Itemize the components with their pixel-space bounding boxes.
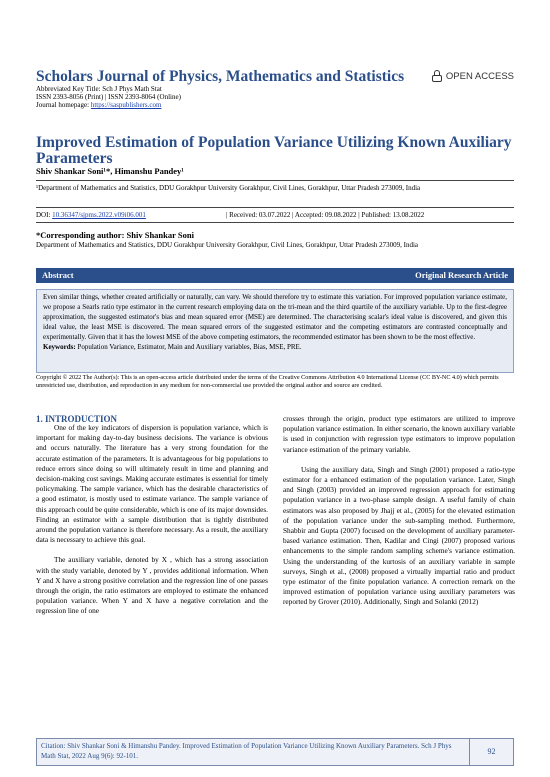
homepage-label: Journal homepage: xyxy=(36,101,91,109)
keywords-label: Keywords: xyxy=(43,342,78,351)
divider xyxy=(36,222,514,223)
article-dates: | Received: 03.07.2022 | Accepted: 09.08.2022 | Published: 13.08.2022 xyxy=(226,211,425,219)
keywords-text: Population Variance, Estimator, Main and Auxiliary variables, Bias, MSE, PRE. xyxy=(77,342,302,351)
abstract-heading: Abstract xyxy=(42,269,74,280)
article-title: Improved Estimation of Population Variance Utilizing Known Auxiliary Parameters xyxy=(36,134,512,167)
abstract-text: Even similar things, whether created artificially or naturally, can vary. We should therefore try to estimate this variation. For improved population variance estimate, we propose a Searls ratio type estimator in the current research employing data on the tri-mean and the third quartile of the auxiliary variable. Up to the first-degree approximation, the suggested estimator's bias and mean squared error (MSE) are determined. The characterising scalar's ideal value is discovered, and given this ideal value, the least MSE is discovered. The mean squared errors of the suggested estimator and the competing estimators are contrasted conceptually and experimentally. Given that it has the lowest MSE of the above competing estimators, the recommended estimator has been shown to be the most effective. xyxy=(43,293,507,341)
citation-text: Citation: Shiv Shankar Soni & Himanshu Pandey. Improved Estimation of Population Variance Utilizing Known Auxiliary Parameters. Sch J Phys Math Stat, 2022 Aug 9(6): 92-101. xyxy=(41,742,452,760)
divider xyxy=(36,207,514,208)
copyright-notice: Copyright © 2022 The Author(s): This is an open-access article distributed under the terms of the Creative Commons Attribution 4.0 International License (CC BY-NC 4.0) which permits unrestricted use, distribution, and reproduction in any medium for non-commercial use provided the original author and source are credited. xyxy=(36,374,499,389)
open-access-label: OPEN ACCESS xyxy=(445,70,514,82)
citation-footer xyxy=(36,738,514,766)
page-number: 92 xyxy=(469,739,513,765)
homepage-line xyxy=(36,101,161,109)
doi-link[interactable]: 10.36347/sjpms.2022.v09i06.001 xyxy=(52,211,146,219)
abstract-header-bar xyxy=(36,268,514,283)
author-list: Shiv Shankar Soni¹*, Himanshu Pandey¹ xyxy=(36,166,184,176)
divider xyxy=(36,180,514,181)
corresponding-author xyxy=(36,230,194,240)
corresponding-label: *Corresponding author: xyxy=(36,230,127,240)
article-type-label: Original Research Article xyxy=(415,269,508,280)
doi-label: DOI: xyxy=(36,211,53,219)
issn-line: ISSN 2393-8056 (Print) | ISSN 2393-8064 (Online) xyxy=(36,93,181,101)
keywords-line xyxy=(43,343,507,353)
corresponding-affiliation: Department of Mathematics and Statistics, DDU Gorakhpur University Gorakhpur, Civil Lines, Gorakhpur, Uttar Pradesh 273009, India xyxy=(36,241,419,249)
homepage-link[interactable]: https://saspublishers.com xyxy=(90,101,162,109)
body-paragraph: The auxiliary variable, denoted by X , which has a strong association with the study variable, denoted by Y , provides additional information. When Y and X have a strong positive correlation and the regression line of one passes through the origin, the ratio estimators are employed to estimate the enhanced population variance. When Y and X have a negative correlation and the regression line of one xyxy=(36,555,268,616)
abstract-box xyxy=(36,289,514,373)
open-lock-icon xyxy=(432,70,442,82)
section-heading: 1. INTRODUCTION xyxy=(36,414,118,424)
body-paragraph: Using the auxiliary data, Singh and Singh (2001) proposed a ratio-type estimator for a enhanced estimation of the population variance. Later, Singh and Singh (2003) provided an improved regression approach for estimating population variance in a two-phase sample design. A useful family of chain estimators was also proposed by Jhajj et al., (2005) for the elevated estimation of the population variance under the sub-sampling method. Furthermore, Shabbir and Gupta (2007) focused on the development of auxiliary parameter-based variance estimation. Then, Kadilar and Cingi (2007) proposed various enhancements to the simple random sampling scheme's variance estimation. Using the understanding of the kurtosis of an auxiliary variable in sample surveys, Singh et al., (2008) proposed a virtually impartial ratio and product type estimator of the finite population variance. A correction remark on the improved estimation of population variance using auxiliary parameters was reported by Grover (2010). Additionally, Singh and Solanki (2012) xyxy=(283,464,515,607)
author-affiliation: ¹Department of Mathematics and Statistics, DDU Gorakhpur University Gorakhpur, Civil Lines, Gorakhpur, Uttar Pradesh 273009, India xyxy=(36,184,421,192)
right-column xyxy=(283,414,515,618)
body-paragraph: One of the key indicators of dispersion is population variance, which is important for making day-to-day business decisions. The variance is obvious and occurs naturally. The literature has a very strong foundation for the accurate estimation of the parameters. It is advantageous for big populations to reduce errors since doing so will ultimately result in time and planning and decision-making cost savings. Making accurate estimates is essential for timely policymaking. The sample variance, which has the desirable characteristics of a good estimator, is mostly used to estimate variance. The sample variance of this approach could be quite considerable, which is one of its major downsides. Finding an estimator with a sample distribution that is tightly distributed around the population variance is therefore necessary. As a result, the auxiliary data is necessary to achieve this goal. xyxy=(36,423,268,545)
body-paragraph: crosses through the origin, product type estimators are utilized to improve population variance estimation. In either scenario, the known auxiliary variable is used in conjunction with regression type estimators to improve population variance estimation of the primary variable. xyxy=(283,414,515,454)
left-column xyxy=(36,423,268,627)
open-access-badge xyxy=(432,70,514,82)
journal-title: Scholars Journal of Physics, Mathematics and Statistics xyxy=(36,68,405,85)
doi-dates-row xyxy=(36,211,514,219)
corresponding-name: Shiv Shankar Soni xyxy=(126,230,194,240)
abbreviated-title: Abbreviated Key Title: Sch J Phys Math Stat xyxy=(36,85,162,93)
